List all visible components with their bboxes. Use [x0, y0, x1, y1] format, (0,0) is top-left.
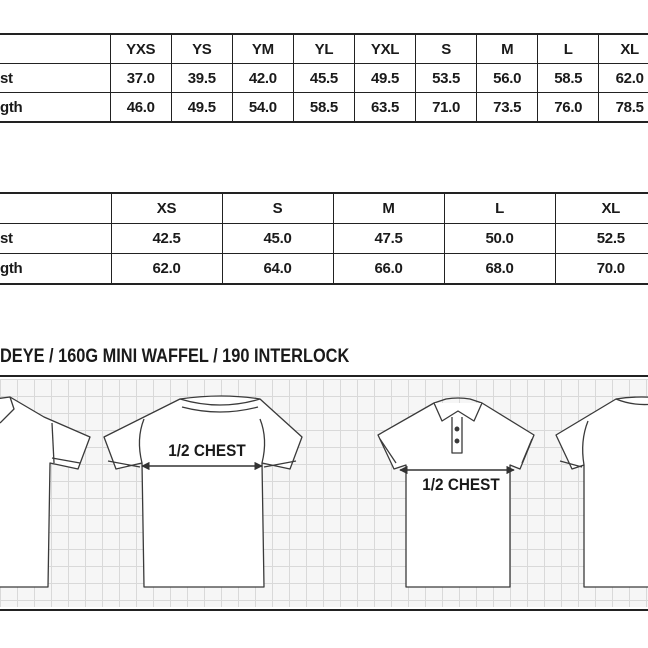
table-cell: 45.0 [222, 224, 333, 254]
table-cell: 68.0 [444, 254, 555, 285]
size-header: XS [111, 193, 222, 224]
length-row [0, 254, 648, 285]
size-header: YS [171, 34, 232, 64]
table-cell: 71.0 [416, 93, 477, 123]
size-header: XL [555, 193, 648, 224]
size-header: S [416, 34, 477, 64]
table-cell: 39.5 [171, 64, 232, 93]
size-header-row [0, 34, 648, 64]
table-cell: 37.0 [110, 64, 171, 93]
table-cell: 54.0 [232, 93, 293, 123]
table-cell: 53.5 [416, 64, 477, 93]
chest-row [0, 224, 648, 254]
table-cell: 76.0 [538, 93, 599, 123]
divider [0, 609, 648, 611]
table-cell: 45.5 [293, 64, 354, 93]
table-cell: 58.5 [293, 93, 354, 123]
adult-size-table [0, 192, 648, 285]
table-cell: 58.5 [538, 64, 599, 93]
size-header-row [0, 193, 648, 224]
table-cell: 42.0 [232, 64, 293, 93]
size-header: YXS [110, 34, 171, 64]
size-header: YL [293, 34, 354, 64]
length-row [0, 93, 648, 123]
size-header: S [222, 193, 333, 224]
shirt-diagrams [0, 379, 648, 607]
table-cell: 46.0 [110, 93, 171, 123]
table-cell: 78.5 [599, 93, 648, 123]
chest-measure-label: 1/2 CHEST [422, 475, 500, 494]
chest-row [0, 64, 648, 93]
table-cell: 62.0 [111, 254, 222, 285]
shirt-back-partial-icon [556, 397, 648, 587]
chest-measure-label: 1/2 CHEST [168, 441, 246, 460]
table-cell: 62.0 [599, 64, 648, 93]
row-label: st [0, 224, 111, 254]
table-cell: 50.0 [444, 224, 555, 254]
table-cell: 63.5 [354, 93, 415, 123]
table-cell: 49.5 [354, 64, 415, 93]
size-header: XL [599, 34, 648, 64]
shirt-front-partial-icon [0, 397, 90, 587]
size-header: M [333, 193, 444, 224]
table-cell: 52.5 [555, 224, 648, 254]
table-cell: 47.5 [333, 224, 444, 254]
youth-size-table [0, 33, 648, 123]
row-label: st [0, 64, 110, 93]
divider [0, 375, 648, 377]
table-cell: 64.0 [222, 254, 333, 285]
size-header: YXL [354, 34, 415, 64]
size-header: M [477, 34, 538, 64]
table-cell: 56.0 [477, 64, 538, 93]
size-header: YM [232, 34, 293, 64]
section-heading: DEYE / 160G MINI WAFFEL / 190 INTERLOCK [0, 346, 350, 367]
table-cell: 73.5 [477, 93, 538, 123]
header-empty-cell [0, 193, 111, 224]
table-cell: 66.0 [333, 254, 444, 285]
row-label: gth [0, 254, 111, 285]
table-cell: 42.5 [111, 224, 222, 254]
table-cell: 70.0 [555, 254, 648, 285]
size-header: L [444, 193, 555, 224]
header-empty-cell [0, 34, 110, 64]
shirt-back-icon [104, 396, 302, 587]
size-header: L [538, 34, 599, 64]
table-cell: 49.5 [171, 93, 232, 123]
row-label: gth [0, 93, 110, 123]
